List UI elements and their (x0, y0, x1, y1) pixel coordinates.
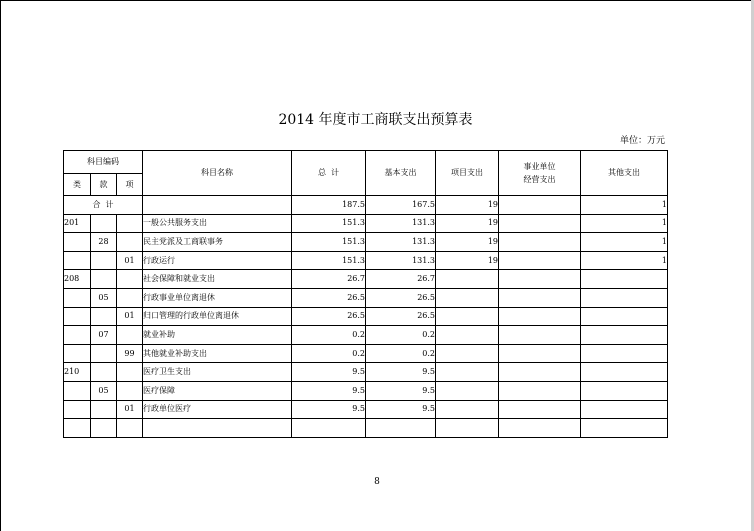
other-expense-cell: 1 (581, 214, 668, 233)
total-business-cell (499, 196, 581, 215)
code-lei-cell (64, 400, 91, 419)
code-kuan-cell (91, 400, 117, 419)
business-expense-cell (499, 344, 581, 363)
basic-expense-cell: 26.5 (366, 307, 436, 326)
code-lei-cell (64, 307, 91, 326)
total-cell: 0.2 (292, 344, 366, 363)
empty-cell (292, 419, 366, 438)
code-lei-cell: 210 (64, 363, 91, 382)
header-business-expense (499, 151, 581, 196)
subject-name-cell: 就业补助 (143, 326, 292, 345)
total-name-cell (143, 196, 292, 215)
project-expense-cell (436, 326, 499, 345)
subject-name-cell: 归口管理的行政单位离退休 (143, 307, 292, 326)
business-expense-cell (499, 307, 581, 326)
empty-cell (366, 419, 436, 438)
header-business-line2: 经营支出 (523, 175, 556, 184)
basic-expense-cell: 9.5 (366, 400, 436, 419)
empty-row (64, 419, 668, 438)
code-kuan-cell (91, 251, 117, 270)
business-expense-cell (499, 270, 581, 289)
code-xiang-cell (117, 363, 143, 382)
empty-cell (64, 419, 91, 438)
project-expense-cell: 19 (436, 214, 499, 233)
project-expense-cell (436, 363, 499, 382)
business-expense-cell (499, 363, 581, 382)
project-expense-cell (436, 307, 499, 326)
code-xiang-cell (117, 288, 143, 307)
empty-cell (117, 419, 143, 438)
table-row (64, 381, 668, 400)
other-expense-cell (581, 400, 668, 419)
empty-cell (581, 419, 668, 438)
code-lei-cell: 201 (64, 214, 91, 233)
empty-cell (143, 419, 292, 438)
header-project-expense: 项目支出 (436, 151, 499, 196)
subject-name-cell: 其他就业补助支出 (143, 344, 292, 363)
total-cell: 26.5 (292, 307, 366, 326)
subject-name-cell: 医疗卫生支出 (143, 363, 292, 382)
basic-expense-cell: 9.5 (366, 363, 436, 382)
table-row (64, 400, 668, 419)
code-lei-cell (64, 288, 91, 307)
subject-name-cell: 行政运行 (143, 251, 292, 270)
code-kuan-cell: 28 (91, 233, 117, 252)
business-expense-cell (499, 381, 581, 400)
total-row (64, 196, 668, 215)
total-label: 合 计 (64, 196, 143, 215)
table-row (64, 326, 668, 345)
basic-expense-cell: 131.3 (366, 214, 436, 233)
other-expense-cell (581, 344, 668, 363)
other-expense-cell (581, 270, 668, 289)
project-expense-cell: 19 (436, 233, 499, 252)
header-other-expense: 其他支出 (581, 151, 668, 196)
total-total-cell: 187.5 (292, 196, 366, 215)
subject-name-cell: 医疗保障 (143, 381, 292, 400)
table-row (64, 251, 668, 270)
other-expense-cell: 1 (581, 233, 668, 252)
unit-label: 单位：万元 (619, 136, 665, 146)
business-expense-cell (499, 214, 581, 233)
code-lei-cell (64, 344, 91, 363)
total-cell: 26.7 (292, 270, 366, 289)
total-other-cell: 1 (581, 196, 668, 215)
table-row (64, 288, 668, 307)
business-expense-cell (499, 400, 581, 419)
business-expense-cell (499, 233, 581, 252)
code-xiang-cell (117, 381, 143, 400)
code-kuan-cell (91, 363, 117, 382)
total-cell: 9.5 (292, 363, 366, 382)
code-lei-cell: 208 (64, 270, 91, 289)
code-kuan-cell: 07 (91, 326, 117, 345)
document-title: 2014 年度市工商联支出预算表 (278, 112, 473, 128)
other-expense-cell (581, 363, 668, 382)
code-xiang-cell: 01 (117, 400, 143, 419)
project-expense-cell (436, 381, 499, 400)
basic-expense-cell: 0.2 (366, 344, 436, 363)
header-business-line1: 事业单位 (523, 162, 556, 171)
empty-cell (91, 419, 117, 438)
page-number: 8 (374, 477, 380, 487)
subject-name-cell: 行政事业单位离退休 (143, 288, 292, 307)
total-cell: 151.3 (292, 214, 366, 233)
other-expense-cell: 1 (581, 251, 668, 270)
other-expense-cell (581, 381, 668, 400)
code-lei-cell (64, 251, 91, 270)
total-cell: 151.3 (292, 233, 366, 252)
code-lei-cell (64, 326, 91, 345)
total-cell: 0.2 (292, 326, 366, 345)
code-xiang-cell: 99 (117, 344, 143, 363)
total-cell: 9.5 (292, 400, 366, 419)
code-kuan-cell: 05 (91, 288, 117, 307)
empty-cell (499, 419, 581, 438)
table-row (64, 270, 668, 289)
code-lei-cell (64, 381, 91, 400)
basic-expense-cell: 9.5 (366, 381, 436, 400)
table-row (64, 214, 668, 233)
subject-name-cell: 社会保障和就业支出 (143, 270, 292, 289)
basic-expense-cell: 131.3 (366, 251, 436, 270)
total-cell: 151.3 (292, 251, 366, 270)
subject-name-cell: 行政单位医疗 (143, 400, 292, 419)
header-xiang: 项 (117, 174, 143, 196)
total-basic-cell: 167.5 (366, 196, 436, 215)
project-expense-cell (436, 400, 499, 419)
code-kuan-cell (91, 214, 117, 233)
code-xiang-cell (117, 214, 143, 233)
basic-expense-cell: 26.5 (366, 288, 436, 307)
header-lei: 类 (64, 174, 91, 196)
other-expense-cell (581, 326, 668, 345)
basic-expense-cell: 131.3 (366, 233, 436, 252)
empty-cell (436, 419, 499, 438)
business-expense-cell (499, 326, 581, 345)
table-row (64, 307, 668, 326)
code-xiang-cell: 01 (117, 251, 143, 270)
business-expense-cell (499, 251, 581, 270)
project-expense-cell (436, 288, 499, 307)
header-kuan: 款 (91, 174, 117, 196)
header-row-1 (64, 151, 668, 174)
code-xiang-cell (117, 326, 143, 345)
other-expense-cell (581, 307, 668, 326)
project-expense-cell (436, 270, 499, 289)
code-kuan-cell (91, 344, 117, 363)
header-total: 总 计 (292, 151, 366, 196)
budget-table (63, 150, 668, 438)
basic-expense-cell: 0.2 (366, 326, 436, 345)
project-expense-cell (436, 344, 499, 363)
business-expense-cell (499, 288, 581, 307)
total-project-cell: 19 (436, 196, 499, 215)
total-cell: 9.5 (292, 381, 366, 400)
subject-name-cell: 一般公共服务支出 (143, 214, 292, 233)
code-kuan-cell: 05 (91, 381, 117, 400)
table-row (64, 233, 668, 252)
header-subject-name: 科目名称 (143, 151, 292, 196)
code-xiang-cell (117, 233, 143, 252)
table-row (64, 363, 668, 382)
code-xiang-cell: 01 (117, 307, 143, 326)
code-lei-cell (64, 233, 91, 252)
code-kuan-cell (91, 270, 117, 289)
code-xiang-cell (117, 270, 143, 289)
header-basic-expense: 基本支出 (366, 151, 436, 196)
project-expense-cell: 19 (436, 251, 499, 270)
other-expense-cell (581, 288, 668, 307)
header-code-group: 科目编码 (64, 151, 143, 174)
basic-expense-cell: 26.7 (366, 270, 436, 289)
subject-name-cell: 民主党派及工商联事务 (143, 233, 292, 252)
total-cell: 26.5 (292, 288, 366, 307)
code-kuan-cell (91, 307, 117, 326)
table-row (64, 344, 668, 363)
